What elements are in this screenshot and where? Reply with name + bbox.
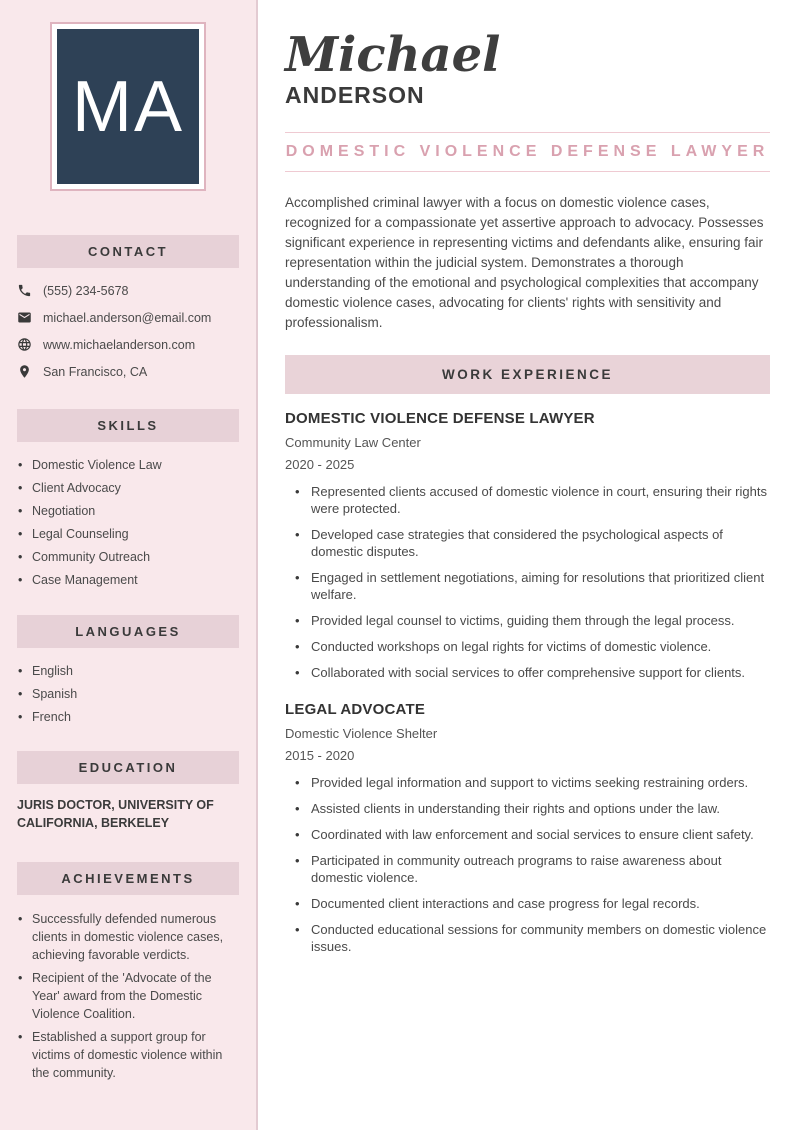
work-experience-section-header: WORK EXPERIENCE <box>285 355 770 394</box>
first-name: Michael <box>285 27 501 83</box>
achievement-item: • Successfully defended numerous clients in domestic violence cases, achieving favorable verdicts. <box>17 910 239 964</box>
job-company: Community Law Center <box>285 435 421 451</box>
phone-icon <box>17 283 32 298</box>
skill-item: • Legal Counseling <box>17 526 239 543</box>
job-bullet-item: • Collaborated with social services to offer comprehensive support for clients. <box>285 664 770 681</box>
contact-list <box>17 282 239 380</box>
location-text: San Francisco, CA <box>43 364 148 379</box>
languages-section-header: LANGUAGES <box>17 615 239 648</box>
email-icon <box>17 310 32 325</box>
professional-summary: Accomplished criminal lawyer with a focus on domestic violence cases, recognized for a compassionate yet assertive approach to advocacy. Possesses significant experience in representing victims and defendants alike, ensuring fair representation within the judicial system. Demonstrates a thorough understanding of the emotional and psychological complexities that accompany domestic violence cases, advocating for clients' rights with sensitivity and professionalism. <box>285 195 764 331</box>
job-bullet-item: • Coordinated with law enforcement and social services to ensure client safety. <box>285 826 770 843</box>
job-bullet-item: • Represented clients accused of domestic violence in court, ensuring their rights were protected. <box>285 483 770 517</box>
education-degree: JURIS DOCTOR, UNIVERSITY OF CALIFORNIA, BERKELEY <box>17 798 214 830</box>
job-bullet-item: • Conducted educational sessions for community members on domestic violence issues. <box>285 921 770 955</box>
job-company: Domestic Violence Shelter <box>285 726 438 742</box>
job-bullet-item: • Developed case strategies that considered the psychological aspects of domestic disputes. <box>285 526 770 560</box>
skill-item: • Domestic Violence Law <box>17 457 239 474</box>
job-entry <box>285 701 770 955</box>
skills-section-header: SKILLS <box>17 409 239 442</box>
skill-item: • Community Outreach <box>17 549 239 566</box>
contact-website <box>17 336 239 353</box>
avatar-monogram-box <box>57 29 199 184</box>
job-title: LEGAL ADVOCATE <box>285 701 426 719</box>
job-bullets <box>285 483 770 681</box>
job-bullet-item: • Conducted workshops on legal rights for victims of domestic violence. <box>285 638 770 655</box>
website-url: www.michaelanderson.com <box>43 337 196 352</box>
education-section-header: EDUCATION <box>17 751 239 784</box>
achievement-item: • Recipient of the 'Advocate of the Year' award from the Domestic Violence Coalition. <box>17 969 239 1023</box>
avatar <box>50 22 206 191</box>
location-icon <box>17 364 32 379</box>
job-entry <box>285 410 770 681</box>
globe-icon <box>17 337 32 352</box>
last-name: ANDERSON <box>285 82 425 109</box>
skill-item: • Negotiation <box>17 503 239 520</box>
job-bullets <box>285 774 770 955</box>
job-dates: 2015 - 2020 <box>285 748 355 764</box>
language-item: • Spanish <box>17 686 239 703</box>
contact-phone <box>17 282 239 299</box>
achievement-item: • Established a support group for victims of domestic violence within the community. <box>17 1028 239 1082</box>
job-dates: 2020 - 2025 <box>285 457 355 473</box>
contact-section-header: CONTACT <box>17 235 239 268</box>
phone-number: (555) 234-5678 <box>43 283 129 298</box>
skills-list <box>17 457 239 589</box>
language-item: • French <box>17 709 239 726</box>
contact-location <box>17 363 239 380</box>
achievements-section-header: ACHIEVEMENTS <box>17 862 239 895</box>
sidebar <box>0 0 258 1130</box>
job-bullet-item: • Documented client interactions and case progress for legal records. <box>285 895 770 912</box>
achievements-list <box>17 910 239 1082</box>
avatar-initials: MA <box>72 66 184 147</box>
job-bullet-item: • Provided legal information and support to victims seeking restraining orders. <box>285 774 770 791</box>
contact-email <box>17 309 239 326</box>
job-title: DOMESTIC VIOLENCE DEFENSE LAWYER <box>285 410 595 428</box>
skill-item: • Client Advocacy <box>17 480 239 497</box>
language-item: • English <box>17 663 239 680</box>
languages-list <box>17 663 239 726</box>
main-column <box>260 0 800 1130</box>
job-bullet-item: • Engaged in settlement negotiations, aiming for resolutions that prioritized client welfare. <box>285 569 770 603</box>
job-title-banner: DOMESTIC VIOLENCE DEFENSE LAWYER <box>285 132 770 172</box>
job-bullet-item: • Assisted clients in understanding their rights and options under the law. <box>285 800 770 817</box>
skill-item: • Case Management <box>17 572 239 589</box>
job-bullet-item: • Provided legal counsel to victims, guiding them through the legal process. <box>285 612 770 629</box>
job-bullet-item: • Participated in community outreach programs to raise awareness about domestic violence. <box>285 852 770 886</box>
email-address: michael.anderson@email.com <box>43 310 212 325</box>
